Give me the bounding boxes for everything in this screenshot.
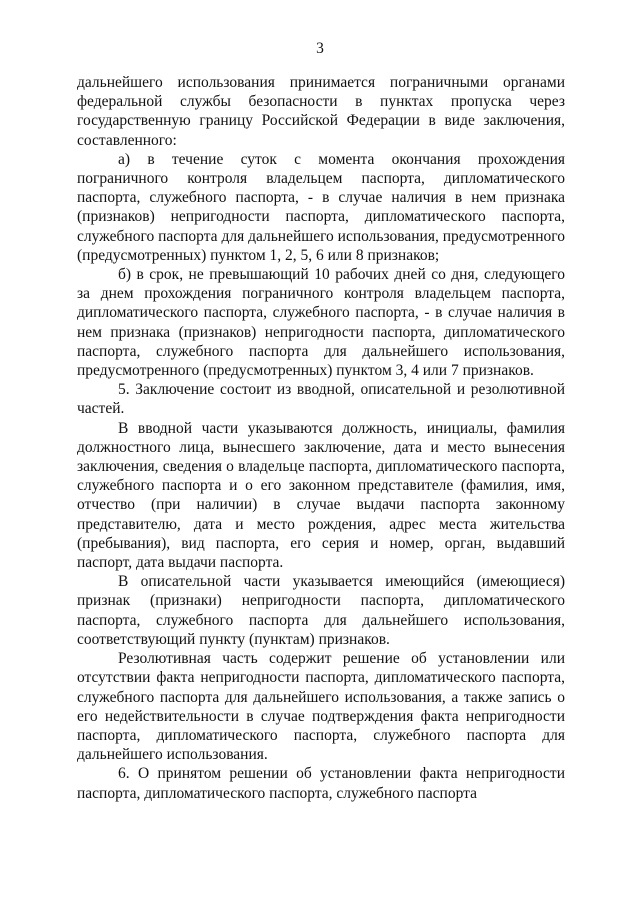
paragraph-item-a: а) в течение суток с момента окончания прохождения пограничного контроля владельцем паспорта, дипломатического паспорта, служебного паспорта, - в случае наличия в нем признака (признаков) непригодности паспорта, дипломатического паспорта, служебного паспорта для дальнейшего использования, предусмотренного (предусмотренных) пунктом 1, 2, 5, 6 или 8 признаков; xyxy=(77,150,565,264)
paragraph-section-5: 5. Заключение состоит из вводной, описательной и резолютивной частей. xyxy=(77,381,565,418)
document-body xyxy=(77,73,565,803)
paragraph-section-6: 6. О принятом решении об установлении факта непригодности паспорта, дипломатического паспорта, служебного паспорта xyxy=(77,765,565,802)
paragraph-introductory-part: В вводной части указываются должность, инициалы, фамилия должностного лица, вынесшего заключение, дата и место вынесения заключения, сведения о владельце паспорта, дипломатического паспорта, служебного паспорта и о его законном представителе (фамилия, имя, отчество (при наличии) в случае выдачи паспорта законному представителю, дата и место рождения, адрес места жительства (пребывания), вид паспорта, его серия и номер, орган, выдавший паспорт, дата выдачи паспорта. xyxy=(77,419,565,572)
paragraph-continuation: дальнейшего использования принимается пограничными органами федеральной службы безопасности в пунктах пропуска через государственную границу Российской Федерации в виде заключения, составленного: xyxy=(77,74,565,149)
paragraph-resolutive-part: Резолютивная часть содержит решение об установлении или отсутствии факта непригодности паспорта, дипломатического паспорта, служебного паспорта для дальнейшего использования, а также запись о его недействительности в случае подтверждения факта непригодности паспорта, дипломатического паспорта, служебного паспорта для дальнейшего использования. xyxy=(77,650,565,764)
paragraph-descriptive-part: В описательной части указывается имеющийся (имеющиеся) признак (признаки) непригодности паспорта, дипломатического паспорта, служебного паспорта для дальнейшего использования, соответствующий пункту (пунктам) признаков. xyxy=(77,573,565,648)
paragraph-item-b: б) в срок, не превышающий 10 рабочих дней со дня, следующего за днем прохождения пограничного контроля владельцем паспорта, дипломатического паспорта, служебного паспорта, - в случае наличия в нем признака (признаков) непригодности паспорта, дипломатического паспорта, служебного паспорта для дальнейшего использования, предусмотренного (предусмотренных) пунктом 3, 4 или 7 признаков. xyxy=(77,266,565,380)
page-number: 3 xyxy=(316,40,324,57)
